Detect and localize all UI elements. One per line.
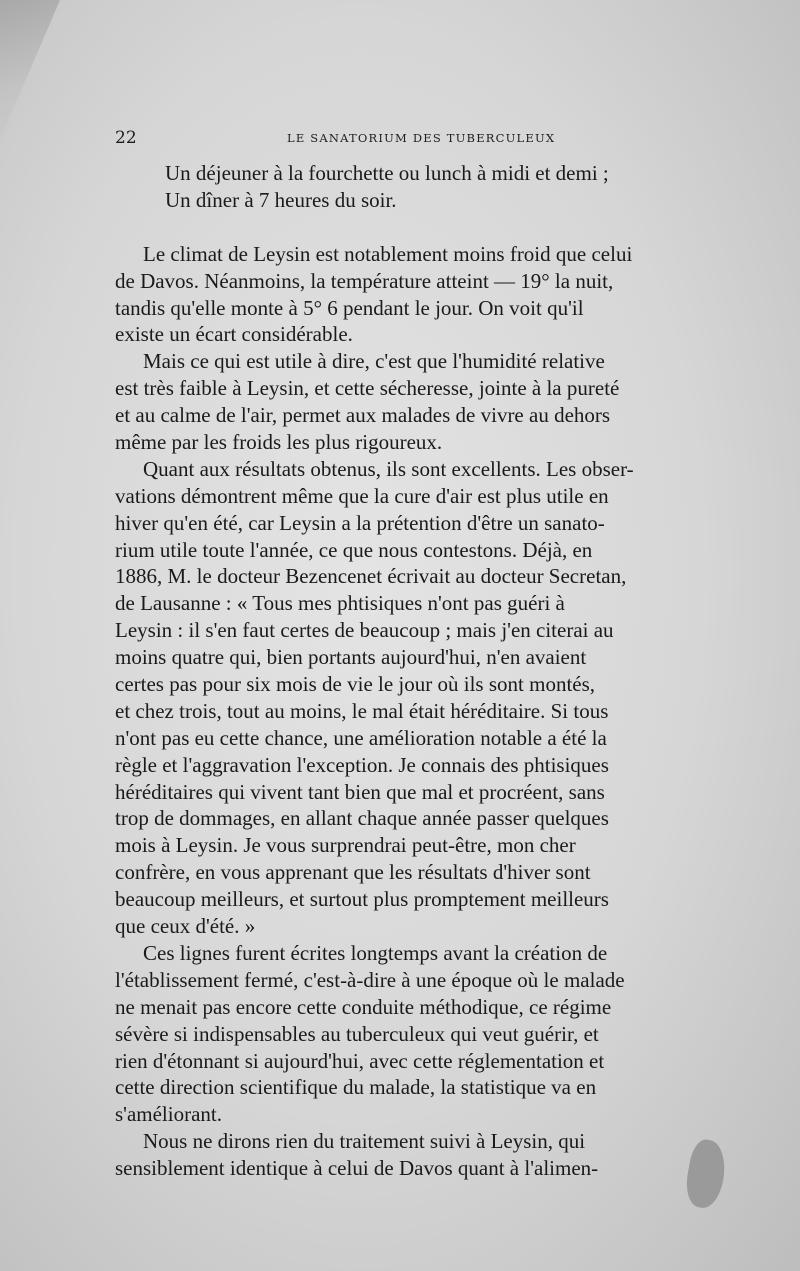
page-number: 22 <box>115 128 137 148</box>
text-line: de Lausanne : « Tous mes phtisiques n'ont pas guéri à <box>115 591 565 616</box>
text-line: n'ont pas eu cette chance, une amélioration notable a été la <box>115 725 607 750</box>
text-line: règle et l'aggravation l'exception. Je connais des phtisiques <box>115 752 609 777</box>
text-line: hiver qu'en été, car Leysin a la prétention d'être un sanato- <box>115 510 605 535</box>
text-line: vations démontrent même que la cure d'air est plus utile en <box>115 483 609 508</box>
text-line: rium utile toute l'année, ce que nous contestons. Déjà, en <box>115 537 593 562</box>
page-header <box>115 128 725 148</box>
text-line: Nous ne dirons rien du traitement suivi à Leysin, qui <box>143 1129 586 1154</box>
text-line: rien d'étonnant si aujourd'hui, avec cette réglementation et <box>115 1048 605 1073</box>
text-line: héréditaires qui vivent tant bien que mal et procréent, sans <box>115 779 605 804</box>
text-line: sensiblement identique à celui de Davos quant à l'alimen- <box>115 1156 599 1181</box>
text-line: Leysin : il s'en faut certes de beaucoup ; mais j'en citerai au <box>115 618 614 643</box>
running-title: LE SANATORIUM DES TUBERCULEUX <box>287 131 556 145</box>
text-line: trop de dommages, en allant chaque année passer quelques <box>115 806 609 831</box>
text-line: et au calme de l'air, permet aux malades de vivre au dehors <box>115 403 611 428</box>
text-line: Ces lignes furent écrites longtemps avant la création de <box>143 940 608 965</box>
text-line: Un dîner à 7 heures du soir. <box>165 187 397 212</box>
text-line: Quant aux résultats obtenus, ils sont excellents. Les obser- <box>143 456 634 481</box>
text-line: 1886, M. le docteur Bezencenet écrivait au docteur Secretan, <box>115 564 627 589</box>
text-line: Un déjeuner à la fourchette ou lunch à midi et demi ; <box>165 161 609 185</box>
body-text <box>115 160 725 1182</box>
text-line: ne menait pas encore cette conduite méthodique, ce régime <box>115 994 612 1019</box>
text-line: et chez trois, tout au moins, le mal était héréditaire. Si tous <box>115 698 609 723</box>
text-line: moins quatre qui, bien portants aujourd'hui, n'en avaient <box>115 645 587 670</box>
text-line: beaucoup meilleurs, et surtout plus promptement meilleurs <box>115 887 609 912</box>
torn-corner <box>0 0 60 140</box>
text-line: s'améliorant. <box>115 1102 222 1127</box>
text-line: de Davos. Néanmoins, la température atteint — 19° la nuit, <box>115 268 614 293</box>
text-line: confrère, en vous apprenant que les résultats d'hiver sont <box>115 860 591 885</box>
text-line: que ceux d'été. » <box>115 914 256 939</box>
text-line: Mais ce qui est utile à dire, c'est que l'humidité relative <box>143 349 605 374</box>
text-line: tandis qu'elle monte à 5° 6 pendant le jour. On voit qu'il <box>115 295 584 320</box>
paragraph-gap <box>115 214 725 241</box>
text-line: sévère si indispensables au tuberculeux qui veut guérir, et <box>115 1021 599 1046</box>
text-line: l'établissement fermé, c'est-à-dire à une époque où le malade <box>115 967 625 992</box>
text-line: cette direction scientifique du malade, la statistique va en <box>115 1075 597 1100</box>
text-line: mois à Leysin. Je vous surprendrai peut-être, mon cher <box>115 833 576 858</box>
text-line: est très faible à Leysin, et cette sécheresse, jointe à la pureté <box>115 376 620 401</box>
text-line: même par les froids les plus rigoureux. <box>115 430 443 455</box>
text-line: existe un écart considérable. <box>115 322 353 347</box>
text-line: certes pas pour six mois de vie le jour où ils sont montés, <box>115 672 596 697</box>
text-line: Le climat de Leysin est notablement moins froid que celui <box>143 241 633 266</box>
